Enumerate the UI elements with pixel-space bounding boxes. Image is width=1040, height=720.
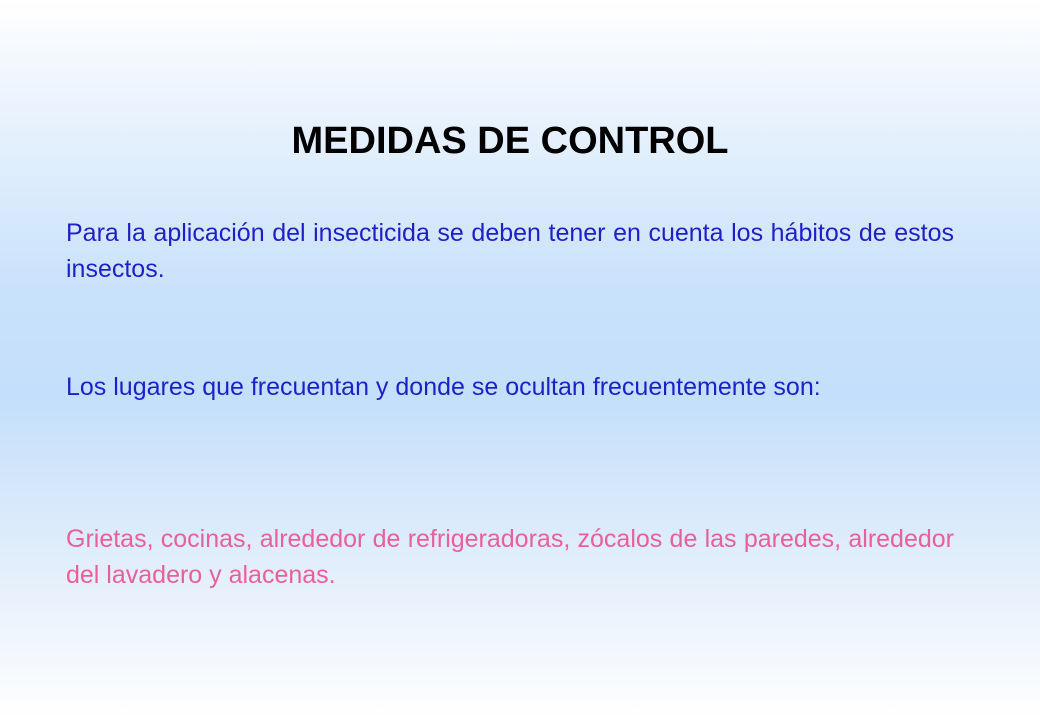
paragraph-hiding-places-list: Grietas, cocinas, alrededor de refrigeradoras, zócalos de las paredes, alrededor del lavadero y alacenas. bbox=[66, 525, 954, 589]
paragraph-insecticide-habits: Para la aplicación del insecticida se deben tener en cuenta los hábitos de estos insectos. bbox=[66, 219, 954, 283]
paragraph-hiding-places-intro: Los lugares que frecuentan y donde se ocultan frecuentemente son: bbox=[66, 373, 821, 401]
slide-title: MEDIDAS DE CONTROL bbox=[291, 120, 729, 162]
